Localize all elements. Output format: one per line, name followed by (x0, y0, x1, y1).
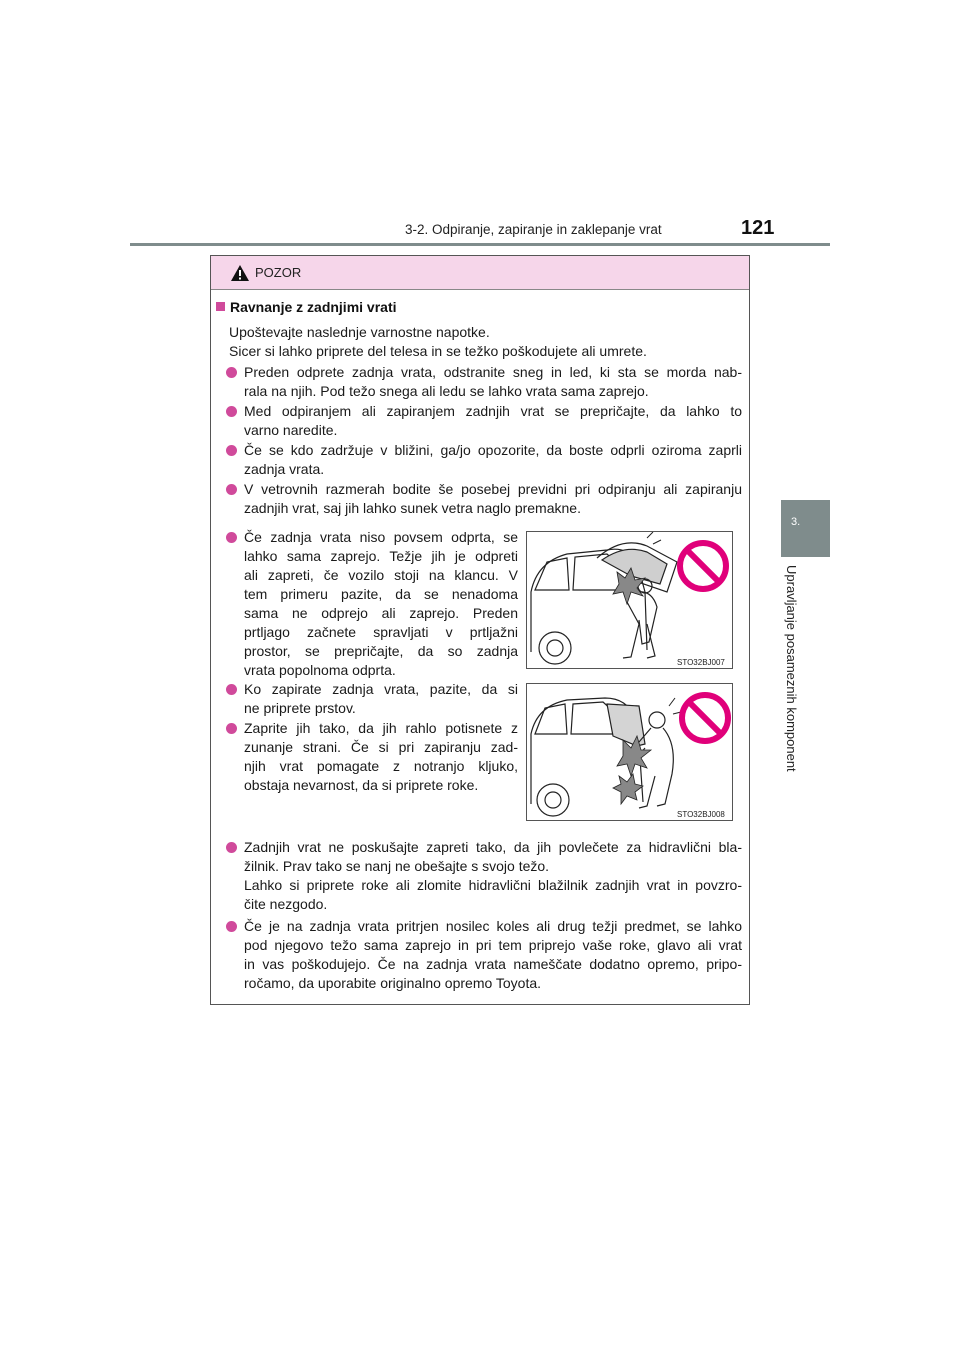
intro-text (229, 323, 647, 361)
bullet-dot-icon (226, 532, 237, 543)
warning-triangle-icon (230, 264, 250, 282)
bullet-item (226, 402, 742, 440)
bullet-line: prostor, se prepričajte, da so zadnja (244, 643, 518, 659)
section-title: 3-2. Odpiranje, zapiranje in zaklepanje vrat (405, 222, 662, 237)
bullet-line: Zadnjih vrat ne poskušajte zapreti tako, da jih povlečete za hidravlični bla- (244, 839, 742, 855)
bullet-line: Če zadnja vrata niso povsem odprta, se (244, 529, 518, 545)
bullet-line: lahko sama zaprejo. Težje jih je odpreti (244, 548, 518, 564)
figure-code: STO32BJ008 (677, 810, 725, 819)
bullet-line: sama ne odprejo ali zaprejo. Preden (244, 605, 518, 621)
chapter-number: 3. (791, 516, 801, 528)
bullet-line: Če se kdo zadržuje v bližini, ga/jo opozorite, da boste odprli oziroma zaprli (244, 442, 742, 458)
bullet-line: varno naredite. (244, 422, 338, 438)
bullet-dot-icon (226, 484, 237, 495)
bullet-line: Če je na zadnja vrata pritrjen nosilec koles ali drug težji predmet, se lahko (244, 918, 742, 934)
bullet-dot-icon (226, 842, 237, 853)
page-number: 121 (741, 217, 775, 239)
bullet-line: V vetrovnih razmerah bodite še posebej previdni pri odpiranju ali zapiranju (244, 481, 742, 497)
bullet-line: in vas poškodujejo. Če na zadnja vrata nameščate dodatno opremo, pripo- (244, 956, 742, 972)
bullet-item (226, 719, 518, 795)
bullet-line: čite nezgodo. (244, 896, 328, 912)
figure-tailgate-closing (526, 683, 733, 821)
bullet-line: zadnja vrata. (244, 461, 325, 477)
bullet-dot-icon (226, 921, 237, 932)
bullet-item (226, 363, 742, 401)
bullet-item (226, 680, 518, 718)
bullet-dot-icon (226, 367, 237, 378)
figure-tailgate-open (526, 531, 733, 669)
section-square-icon (216, 302, 225, 311)
bullet-line: vrata popolnoma odprta. (244, 662, 396, 678)
car-tailgate-illustration-icon (527, 532, 732, 668)
bullet-line: Med odpiranjem ali zapiranjem zadnjih vrat se prepričajte, da lahko to (244, 403, 742, 419)
bullet-item (226, 441, 742, 479)
intro-line: Sicer si lahko priprete del telesa in se težko poškodujete ali umrete. (229, 343, 647, 359)
warning-header (211, 256, 749, 290)
bullet-line: tem primeru pazite, da se nenadoma (244, 586, 518, 602)
chapter-tab (781, 500, 830, 557)
bullet-item (226, 917, 742, 993)
figure-code: STO32BJ007 (677, 658, 725, 667)
bullet-line: Lahko si priprete roke ali zlomite hidravlični blažilnik zadnjih vrat in povzro- (244, 877, 742, 893)
bullet-line: Preden odprete zadnja vrata, odstranite sneg in led, ki sta se morda nab- (244, 364, 742, 380)
bullet-dot-icon (226, 723, 237, 734)
bullet-line: obstaja nevarnost, da si priprete roke. (244, 777, 479, 793)
intro-line: Upoštevajte naslednje varnostne napotke. (229, 324, 490, 340)
bullet-dot-icon (226, 445, 237, 456)
car-tailgate-closing-illustration-icon (527, 684, 732, 820)
bullet-line: rala na njih. Pod težo snega ali ledu se lahko vrata sama zaprejo. (244, 383, 649, 399)
warning-section-title (216, 299, 397, 315)
bullet-line: pod njegovo težo sama zaprejo in pri tem priprejo vaše roke, glavo ali vrat (244, 937, 742, 953)
bullet-line: ročamo, da uporabite originalno opremo Toyota. (244, 975, 542, 991)
header-rule (130, 243, 830, 246)
chapter-title: Upravljanje posameznih komponent (784, 565, 799, 772)
bullet-line: Ko zapirate zadnja vrata, pazite, da si (244, 681, 518, 697)
bullet-line: zadnjih vrat, saj jih lahko sunek vetra naglo premakne. (244, 500, 581, 516)
section-title-text: Ravnanje z zadnjimi vrati (230, 299, 397, 315)
bullet-line: ali zapreti, če vozilo stoji na klancu. V (244, 567, 518, 583)
bullet-line: zunanje strani. Če si pri zapiranju zad- (244, 739, 518, 755)
bullet-line: Zaprite jih tako, da jih rahlo potisnete z (244, 720, 518, 736)
warning-label: POZOR (255, 265, 302, 280)
bullet-line: ne priprete prstov. (244, 700, 356, 716)
bullet-item (226, 480, 742, 518)
bullet-item (226, 838, 742, 914)
bullet-dot-icon (226, 406, 237, 417)
bullet-line: njih vrat pomagate z notranjo kljuko, (244, 758, 518, 774)
bullet-item (226, 528, 518, 680)
bullet-dot-icon (226, 684, 237, 695)
bullet-line: žilnik. Prav tako se nanj ne obešajte s svojo težo. (244, 858, 550, 874)
bullet-line: prtljago začnete spravljati v prtljažni (244, 624, 518, 640)
